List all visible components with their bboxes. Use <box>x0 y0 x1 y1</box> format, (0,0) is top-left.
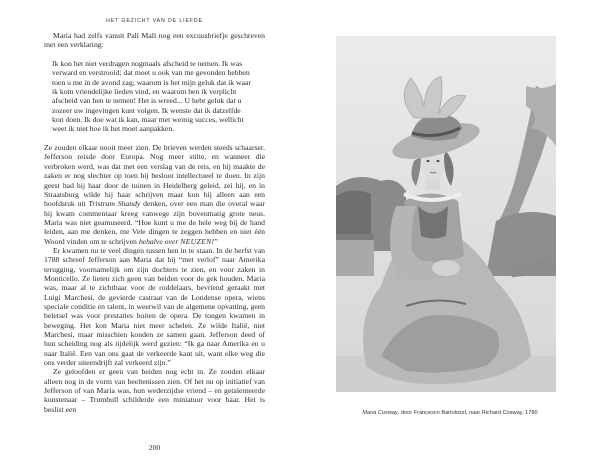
intro-paragraph: Maria had zelfs vanuit Pall Mall nog een excuusbriefje geschreven met een verklaring: <box>44 31 265 50</box>
paragraph-1-italic: behalve over <box>138 236 179 246</box>
paragraph-3: Ze geloofden er geen van beiden nog echt in. Ze zouden elkaar alleen nog in de vorm van beeltenissen zien. Of het nu op initiatief van Jefferson of van Maria was, hun wederzijdse vriend – en getalenteerde kunstenaar – Trumbull schilderde een miniatuur voor haar. Het is beslist een <box>44 367 265 414</box>
caption-credit: , door Francesco Bartolozzi, naar Richard Cosway, 1780 <box>397 410 538 416</box>
stone-bench <box>336 234 374 276</box>
right-page <box>300 0 600 460</box>
running-head: HET GEZICHT VAN DE LIEFDE <box>106 18 203 24</box>
letter-quote: Ik kon het niet verdragen nogmaals afscheid te nemen. Ik was verward en verstrooid; dat moet u ook van me gevonden hebben toen u me in de avond zag; waarom is het mijn geluk dat ik waar ik kom vriendelijke lieden vind, en waarom ben ik verplicht afscheid van hen te nemen! Het is wreed... U hebt geluk dat u zozeer uw ingevingen kunt volgen. Ik wenste dat ik datzelfde kon doen. Ik doe wat ik kan, maar met weinig succes, wellicht weet ik niet hoe ik het moet aanpakken. <box>52 59 251 134</box>
eye-left <box>427 160 430 162</box>
paragraph-2: Er kwamen nu te veel dingen tussen hen in te staan. In de herfst van 1788 schreef Jefferson aan Maria dat hij “met verlof” naar Amerika terugging, voornamelijk om zijn dochters te zien, en voor zaken in Monticello. Ze lieten zich geen van beiden voor de gek houden. Maria was, maar al te zichtbaar voor de roddelaars, bevriend geraakt met Luigi Marchesi, de gevierde castraat van de Londense opera, wiens speciale conditie en talent, in weerwil van de algemene opvatting, geen beletsel was voor prestaties buiten de opera. De tongen kwamen in beweging. Het kon Maria niet meer schelen. Ze wilde Italië, niet Marchesi, maar misschien konden ze samen gaan. Jefferson deed of hun scheiding nog als tijdelijk werd gezien: “Ik ga naar Amerika en u naar Italië. Een van ons gaat de verkeerde kant uit, want elke weg die ons verder uiteendrijft zal verkeerd zijn.” <box>44 245 265 368</box>
caption-subject: Maria Cosway <box>362 410 398 416</box>
page-number: 200 <box>148 443 161 452</box>
portrait-illustration <box>336 36 556 392</box>
bench-top <box>336 234 374 240</box>
portrait-engraving <box>336 36 556 392</box>
book-title: Tristram Shandy <box>88 199 141 209</box>
paragraph-1-end: ” <box>214 236 218 246</box>
figure-caption <box>300 410 600 416</box>
paragraph-1-text-b: denken, over een man die overal waar hij kwam commentaar kreeg vanwege zijn bovenmatig grote neus. Maria was niet geamuseerd. “Hoe kunt u me de hele weg bij de hand leiden, aan me denken, me Vele dingen te zeggen hebben en niet één Woord vinden om te schrijven <box>44 199 265 246</box>
paragraph-1-text-a: Ze zouden elkaar nooit meer zien. De brieven werden steeds schaarser. Jefferson reisde door Europa. Nog meer stilte, en wanneer die verbroken werd, was dat met een verslag van de reis, en hij maakte de zaken er nog slechter op toen hij besloot intellectueel te doen. In zijn geest had hij haar door de tuinen in Heidelberg geleid, zei hij, en in Straatsburg wilde hij haar schrijven maar kon hij alleen aan een hoofdstuk uit <box>44 143 265 209</box>
hands <box>432 260 460 276</box>
eye-right <box>437 160 440 162</box>
body-text <box>44 31 265 414</box>
paragraph-1 <box>44 143 265 246</box>
paragraph-1-caps: NEUZEN! <box>180 236 215 246</box>
